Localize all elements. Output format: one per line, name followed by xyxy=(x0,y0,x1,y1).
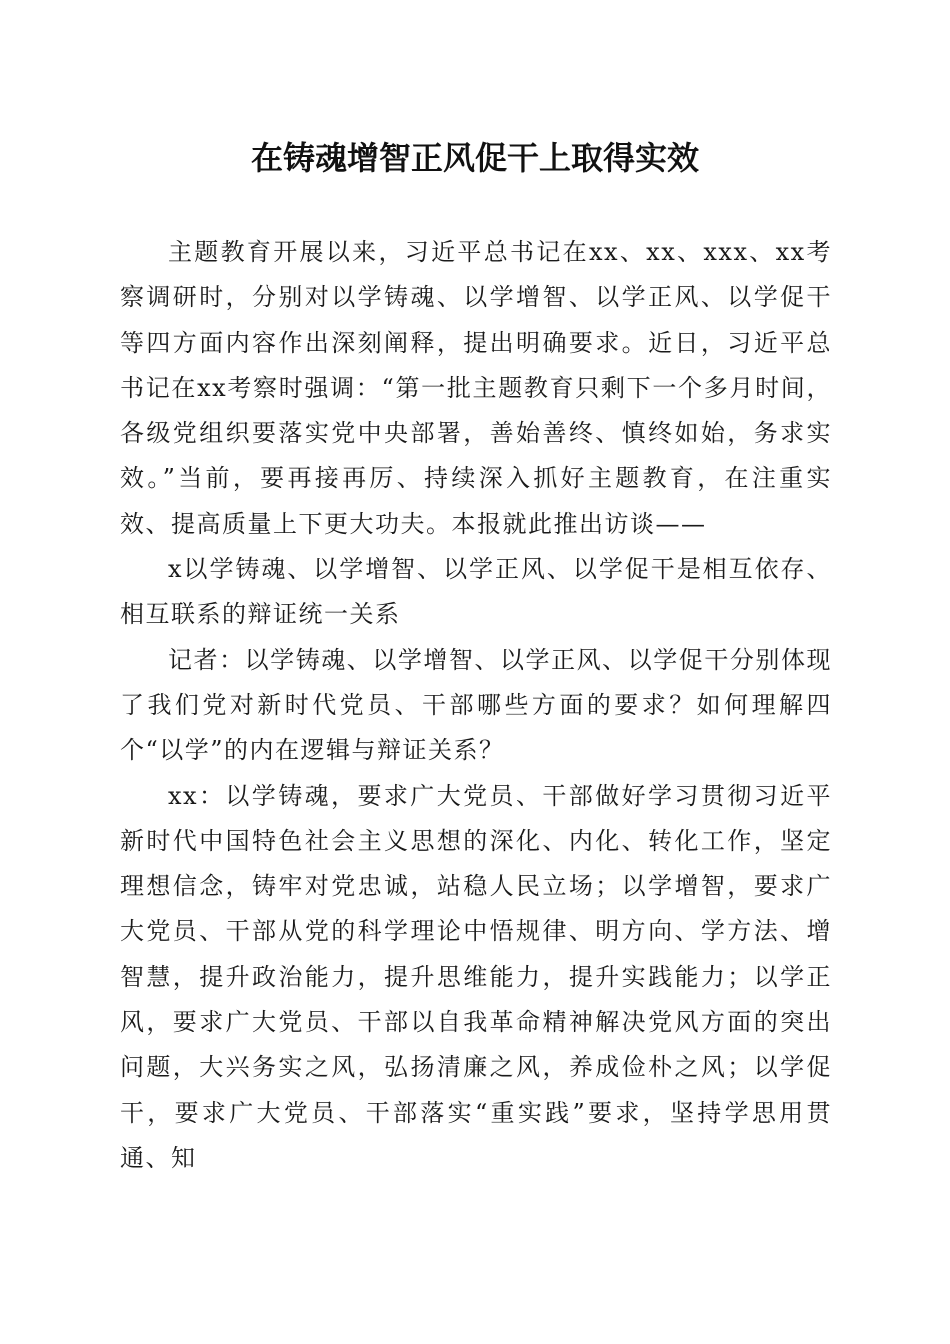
document-body xyxy=(120,230,832,1181)
answer-paragraph: xx：以学铸魂，要求广大党员、干部做好学习贯彻习近平新时代中国特色社会主义思想的深化、内化、转化工作，坚定理想信念，铸牢对党忠诚，站稳人民立场；以学增智，要求广大党员、干部从党的科学理论中悟规律、明方向、学方法、增智慧，提升政治能力，提升思维能力，提升实践能力；以学正风，要求广大党员、干部以自我革命精神解决党风方面的突出问题，大兴务实之风，弘扬清廉之风，养成俭朴之风；以学促干，要求广大党员、干部落实“重实践”要求，坚持学思用贯通、知 xyxy=(120,781,832,1172)
intro-paragraph: 主题教育开展以来，习近平总书记在xx、xx、xxx、xx考察调研时，分别对以学铸魂、以学增智、以学正风、以学促干等四方面内容作出深刻阐释，提出明确要求。近日，习近平总书记在xx考察时强调：“第一批主题教育只剩下一个多月时间，各级党组织要落实党中央部署，善始善终、慎终如始，务求实效。”当前，要再接再厉、持续深入抓好主题教育，在注重实效、提高质量上下更大功夫。本报就此推出访谈—— xyxy=(120,238,832,538)
section-heading: x以学铸魂、以学增智、以学正风、以学促干是相互依存、相互联系的辩证统一关系 xyxy=(120,555,832,629)
reporter-question-paragraph: 记者：以学铸魂、以学增智、以学正风、以学促干分别体现了我们党对新时代党员、干部哪些方面的要求？如何理解四个“以学”的内在逻辑与辩证关系？ xyxy=(120,645,832,765)
document-title: 在铸魂增智正风促干上取得实效 xyxy=(250,139,699,177)
